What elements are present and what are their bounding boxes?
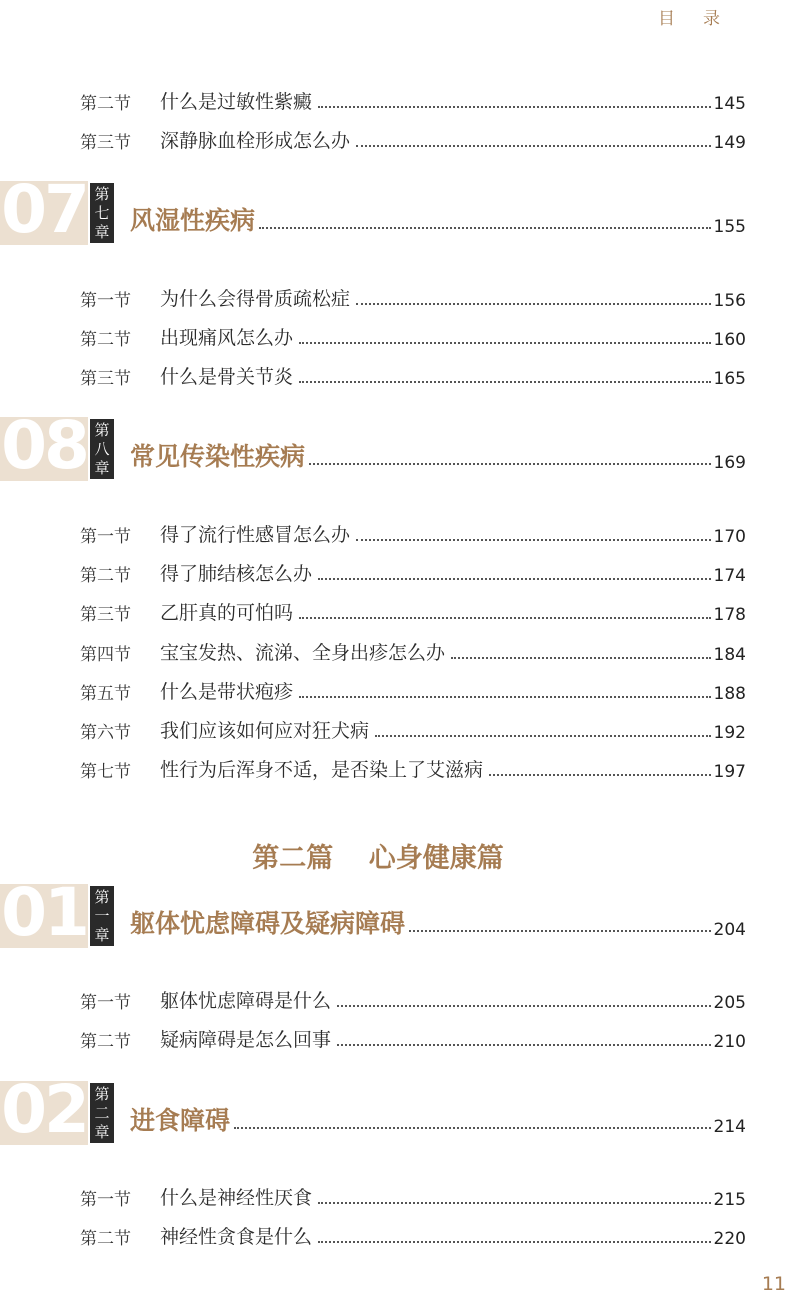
section-title: 什么是神经性厌食 <box>160 1187 313 1209</box>
section-label: 第三节 <box>80 605 131 625</box>
page-ref: 192 <box>713 723 746 743</box>
section-label: 第三节 <box>80 133 131 153</box>
toc-entry[interactable] <box>80 983 746 1013</box>
page-ref: 210 <box>713 1032 746 1052</box>
chapter-tag-char: 第 <box>94 184 110 203</box>
leader-dots <box>337 1044 711 1046</box>
chapter-tag-char: 章 <box>94 1122 110 1141</box>
section-title: 什么是骨关节炎 <box>160 366 294 388</box>
leader-dots <box>375 735 711 737</box>
leader-dots <box>318 578 711 580</box>
page-ref: 170 <box>713 527 746 547</box>
page-ref: 156 <box>713 291 746 311</box>
chapter-tag-char: 章 <box>94 925 110 944</box>
chapter-tag-char: 章 <box>94 458 110 477</box>
section-title: 深静脉血栓形成怎么办 <box>160 130 351 152</box>
chapter-title: 常见传染性疾病 <box>130 442 306 471</box>
leader-dots <box>318 106 711 108</box>
chapter-tag-char: 第 <box>94 420 110 439</box>
section-label: 第三节 <box>80 369 131 389</box>
section-label: 第七节 <box>80 762 131 782</box>
section-label: 第二节 <box>80 94 131 114</box>
toc-entry[interactable] <box>80 713 746 743</box>
leader-dots <box>299 696 711 698</box>
toc-entry[interactable] <box>80 84 746 114</box>
toc-entry[interactable] <box>80 556 746 586</box>
section-label: 第二节 <box>80 330 131 350</box>
running-header: 目录 <box>658 9 748 29</box>
page-ref: 149 <box>713 133 746 153</box>
leader-dots <box>309 463 711 465</box>
chapter-tag <box>90 1083 114 1143</box>
section-title: 我们应该如何应对狂犬病 <box>160 720 370 742</box>
page-ref: 197 <box>713 762 746 782</box>
chapter-number: 07 <box>1 171 87 248</box>
page-ref: 178 <box>713 605 746 625</box>
section-label: 第一节 <box>80 527 131 547</box>
leader-dots <box>356 539 711 541</box>
chapter-number: 08 <box>1 407 87 484</box>
page-ref: 214 <box>713 1117 746 1137</box>
chapter-heading-01[interactable] <box>0 874 746 951</box>
chapter-tag-char: 章 <box>94 222 110 241</box>
chapter-tag <box>90 419 114 479</box>
toc-entry[interactable] <box>80 123 746 153</box>
page-ref: 174 <box>713 566 746 586</box>
chapter-title: 风湿性疾病 <box>130 206 256 235</box>
chapter-tag-char: 七 <box>94 203 110 222</box>
section-label: 第一节 <box>80 993 131 1013</box>
leader-dots <box>451 657 711 659</box>
section-title: 宝宝发热、流涕、全身出疹怎么办 <box>160 642 446 664</box>
chapter-heading-07[interactable] <box>0 171 746 248</box>
leader-dots <box>234 1127 711 1129</box>
part-title: 第二篇 心身健康篇 <box>252 843 504 874</box>
toc-entry[interactable] <box>80 635 746 665</box>
chapter-heading-02[interactable] <box>0 1071 746 1148</box>
leader-dots <box>489 774 711 776</box>
page-ref: 155 <box>713 217 746 237</box>
leader-dots <box>356 145 711 147</box>
leader-dots <box>337 1005 711 1007</box>
section-title: 得了肺结核怎么办 <box>160 563 313 585</box>
toc-entry[interactable] <box>80 1180 746 1210</box>
page-ref: 184 <box>713 645 746 665</box>
section-label: 第二节 <box>80 566 131 586</box>
toc-entry[interactable] <box>80 752 746 782</box>
leader-dots <box>299 381 711 383</box>
chapter-title: 躯体忧虑障碍及疑病障碍 <box>130 909 406 938</box>
page-ref: 188 <box>713 684 746 704</box>
leader-dots <box>409 930 711 932</box>
section-title: 什么是带状疱疹 <box>160 681 294 703</box>
section-label: 第一节 <box>80 1190 131 1210</box>
section-title: 疑病障碍是怎么回事 <box>160 1029 332 1051</box>
section-title: 性行为后浑身不适，是否染上了艾滋病 <box>160 759 484 781</box>
chapter-title: 进食障碍 <box>130 1106 231 1135</box>
leader-dots <box>318 1202 711 1204</box>
chapter-tag <box>90 886 114 946</box>
chapter-tag-char: 第 <box>94 1084 110 1103</box>
page-ref: 220 <box>713 1229 746 1249</box>
page-ref: 205 <box>713 993 746 1013</box>
leader-dots <box>259 227 711 229</box>
toc-entry[interactable] <box>80 281 746 311</box>
section-title: 为什么会得骨质疏松症 <box>160 288 351 310</box>
toc-entry[interactable] <box>80 595 746 625</box>
chapter-tag <box>90 183 114 243</box>
leader-dots <box>356 303 711 305</box>
section-label: 第二节 <box>80 1229 131 1249</box>
toc-entry[interactable] <box>80 320 746 350</box>
leader-dots <box>299 617 711 619</box>
page-ref: 165 <box>713 369 746 389</box>
section-title: 躯体忧虑障碍是什么 <box>160 990 332 1012</box>
section-label: 第一节 <box>80 291 131 311</box>
page-number: 11 <box>761 1273 786 1295</box>
section-label: 第六节 <box>80 723 131 743</box>
section-title: 神经性贪食是什么 <box>160 1226 313 1248</box>
chapter-tag-char: 第 <box>94 887 110 906</box>
chapter-tag-char: 八 <box>94 439 110 458</box>
chapter-heading-08[interactable] <box>0 407 746 484</box>
toc-entry[interactable] <box>80 674 746 704</box>
page-ref: 169 <box>713 453 746 473</box>
section-title: 乙肝真的可怕吗 <box>160 602 294 624</box>
page-ref: 160 <box>713 330 746 350</box>
section-title: 什么是过敏性紫癜 <box>160 91 313 113</box>
chapter-tag-char: 一 <box>94 906 110 925</box>
page-ref: 215 <box>713 1190 746 1210</box>
page-ref: 145 <box>713 94 746 114</box>
chapter-number: 01 <box>1 874 87 951</box>
toc-entry[interactable] <box>80 1219 746 1249</box>
toc-entry[interactable] <box>80 1022 746 1052</box>
section-label: 第四节 <box>80 645 131 665</box>
section-title: 得了流行性感冒怎么办 <box>160 524 351 546</box>
leader-dots <box>318 1241 711 1243</box>
toc-entry[interactable] <box>80 359 746 389</box>
toc-entry[interactable] <box>80 517 746 547</box>
leader-dots <box>299 342 711 344</box>
chapter-tag-char: 二 <box>94 1103 110 1122</box>
section-label: 第二节 <box>80 1032 131 1052</box>
page-ref: 204 <box>713 920 746 940</box>
section-label: 第五节 <box>80 684 131 704</box>
section-title: 出现痛风怎么办 <box>160 327 294 349</box>
chapter-number: 02 <box>1 1071 87 1148</box>
